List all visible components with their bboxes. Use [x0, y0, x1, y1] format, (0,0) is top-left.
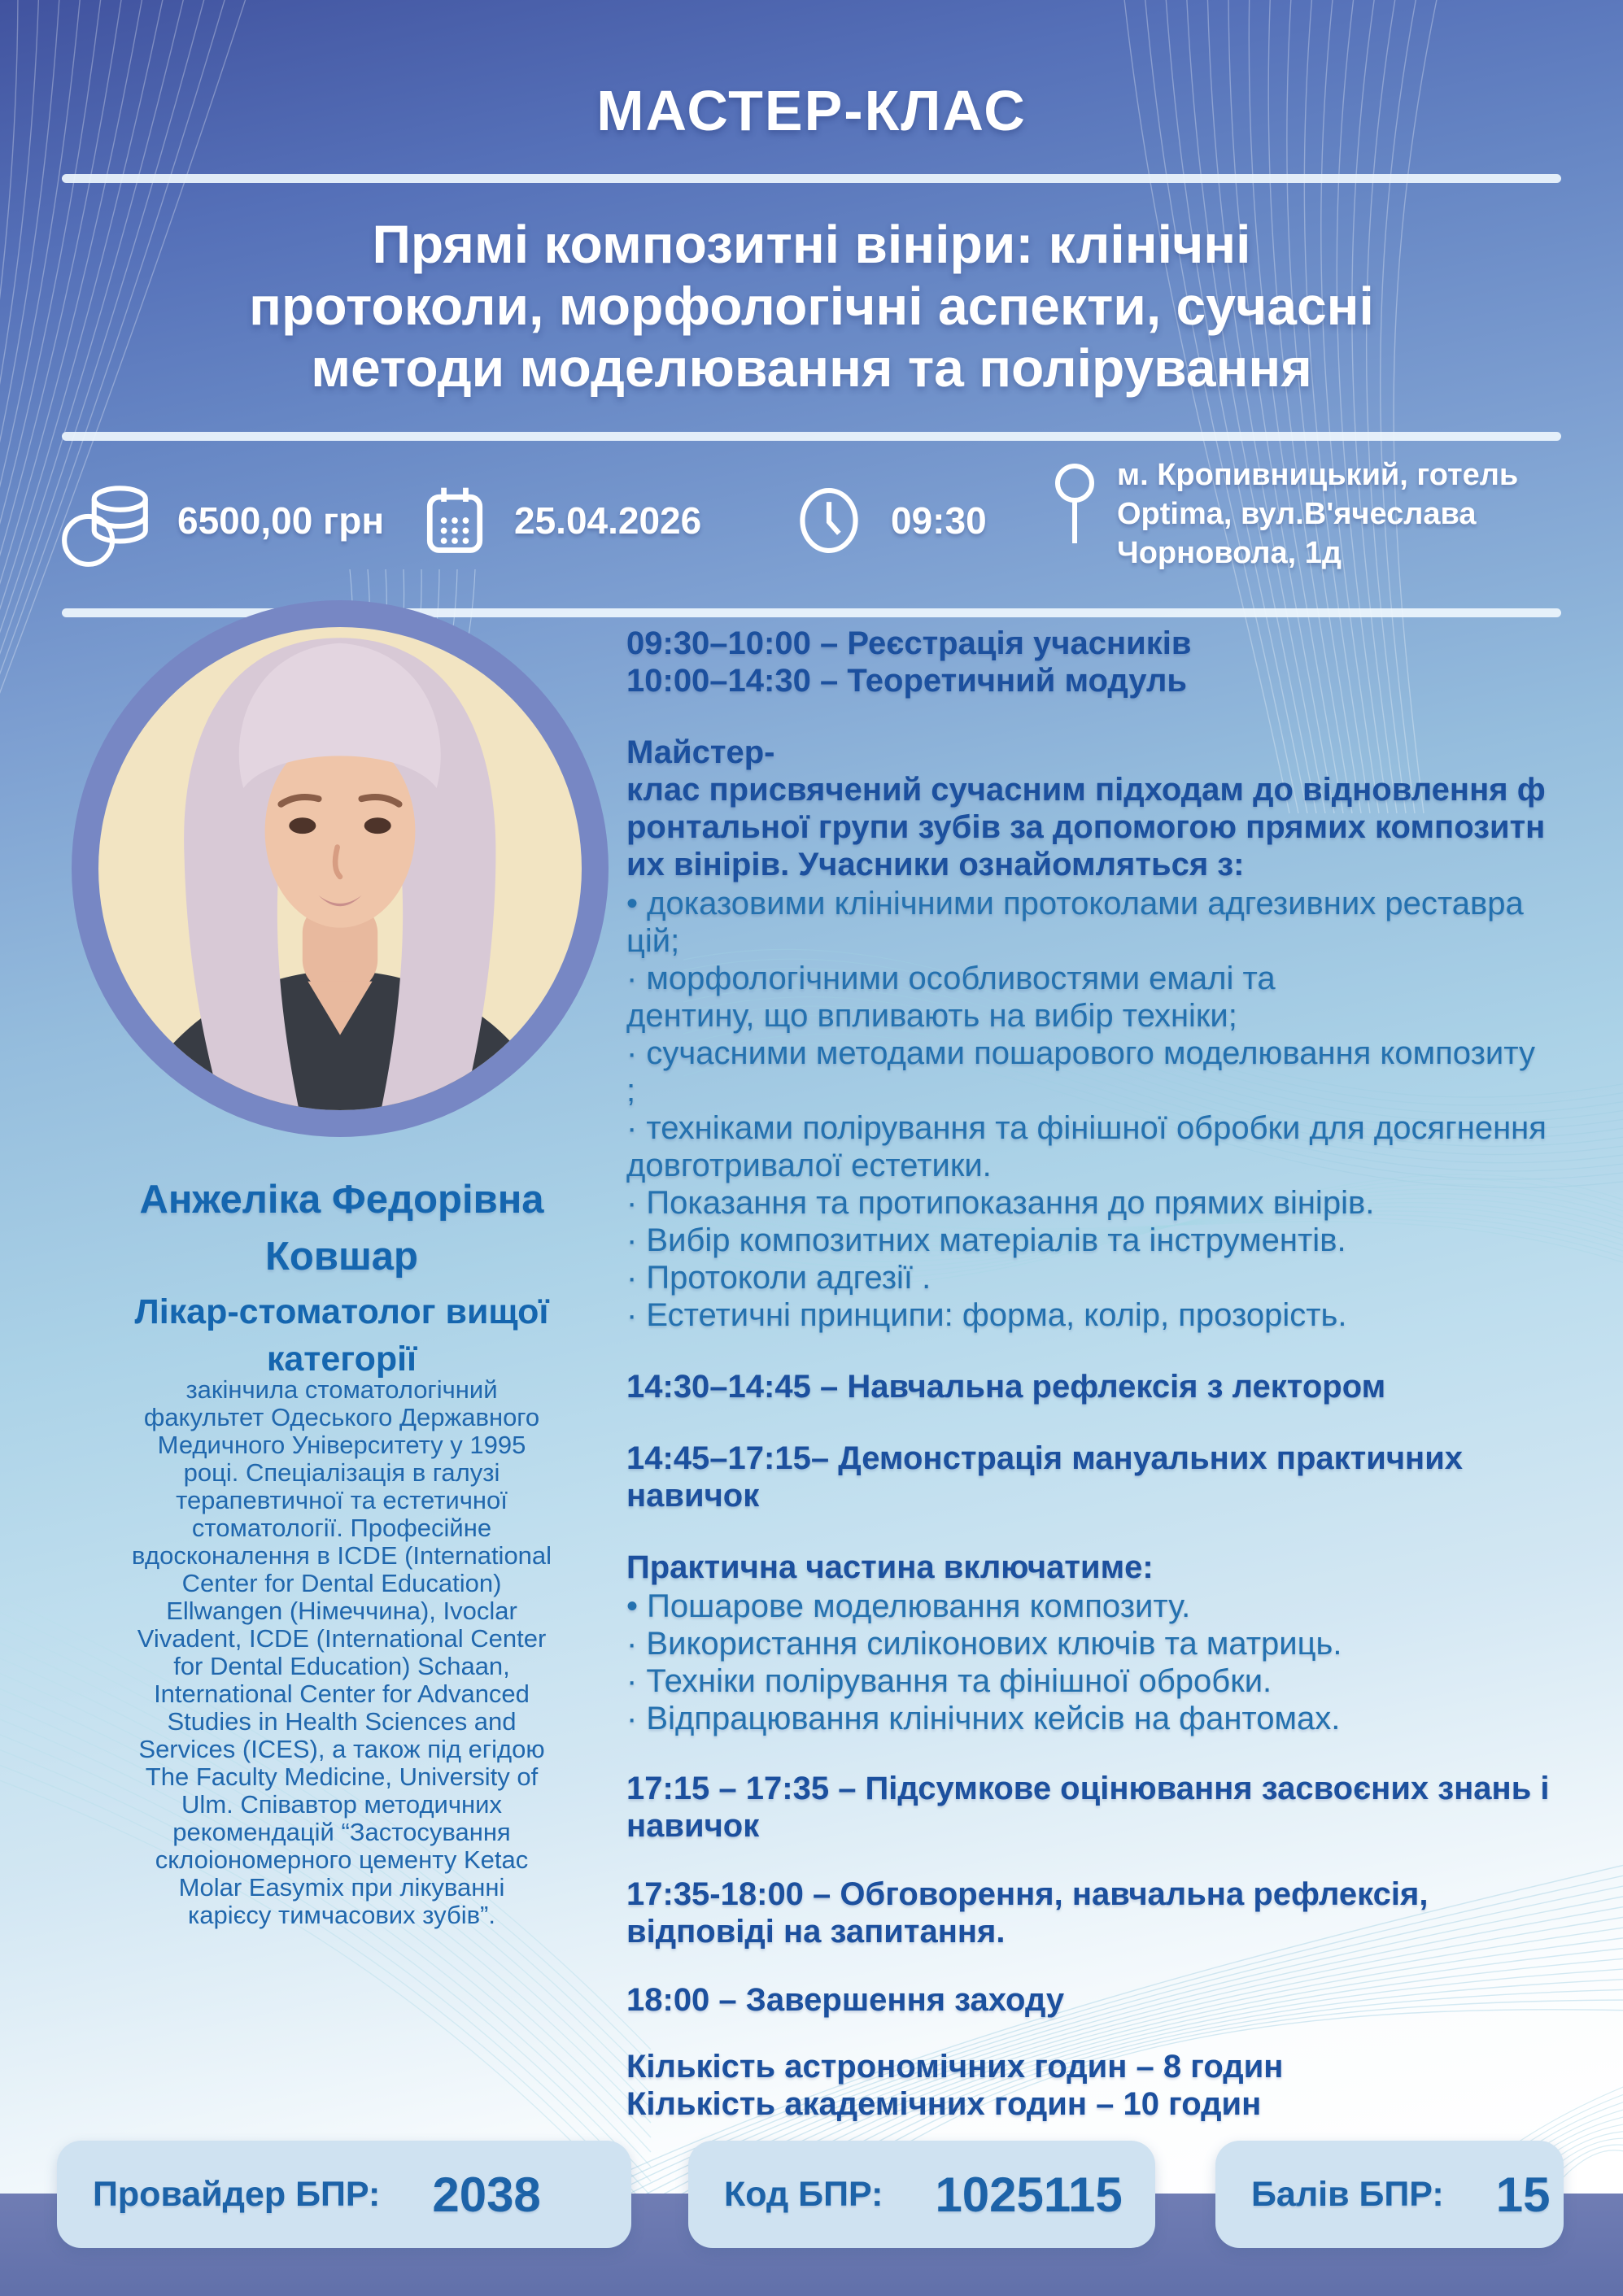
schedule-assessment: 17:15 – 17:35 – Підсумкове оцінювання засвоєних знань і навичок — [626, 1771, 1550, 1844]
schedule-demonstration: 14:45–17:15– Демонстрація мануальних практичних навичок — [626, 1440, 1464, 1514]
divider-above-info — [62, 432, 1561, 441]
badge-provider-bpr — [57, 2141, 631, 2248]
schedule-reflection: 14:30–14:45 – Навчальна рефлексія з лектором — [626, 1369, 1386, 1405]
calendar-icon — [423, 481, 486, 560]
badge-code-bpr — [688, 2141, 1155, 2248]
program-description: Майстер- клас присвячений сучасним підходам до відновлення ф ронтальної групи зубів за допомогою прямих композитн их вінірів. Учасники ознайомляться з: — [626, 734, 1546, 882]
info-date — [423, 476, 701, 565]
clock-icon — [793, 483, 865, 558]
time-text: 09:30 — [891, 499, 987, 542]
badge-provider-value: 2038 — [432, 2167, 541, 2222]
date-text: 25.04.2026 — [514, 499, 702, 542]
speaker-name: Анжеліка Федорівна Ковшар — [139, 1178, 544, 1279]
schedule-registration: 09:30–10:00 – Реєстрація учасників 10:00–14:30 – Теоретичний модуль — [626, 625, 1192, 699]
divider-top — [62, 174, 1561, 183]
poster-title: Прямі композитні вініри: клінічні протоколи, морфологічні аспекти, сучасні методи моделювання та полірування — [249, 214, 1374, 398]
location-text: м. Кропивницький, готель Optima, вул.В'ячеслава Чорновола, 1д — [1117, 458, 1519, 570]
speaker-role: Лікар-стоматолог вищої категорії — [134, 1292, 549, 1379]
program-topics-list: • доказовими клінічними протоколами адгезивних реставра цій; · морфологічними особливостями емалі та дентину, що впливають на вибір техніки; · сучасними методами пошарового моделювання композиту ; · техніками полірування та фінішної обробки для досягнення довготривалої естетики. · Показання та протипоказання до прямих вінірів. · Вибір композитних матеріалів та інструментів. · Протоколи адгезії . · Естетичні принципи: форма, колір, прозорість. — [626, 886, 1547, 1333]
practical-part-heading: Практична частина включатиме: — [626, 1549, 1154, 1585]
badge-points-bpr — [1215, 2141, 1564, 2248]
speaker-bio: закінчила стоматологічний факультет Одеського Державного Медичного Університету у 1995 році. Спеціалізація в галузі терапевтичної та естетичної стоматології. Професійне вдосконалення в ICDE (International Center for Dental Education) Ellwangen (Німеччина), Ivoclar Vivadent, ICDE (International Center for Dental Education) Schaan, International Center for Advanced Studies in Health Sciences and Services (ICES), а також під егідою The Faculty Medicine, University of Ulm. Співавтор методичних рекомендацій “Застосування склоіономерного цементу Ketac Molar Easymix при лікуванні карієсу тимчасових зубів”. — [131, 1375, 552, 1929]
badge-provider-label: Провайдер БПР: — [93, 2174, 381, 2214]
schedule-discussion: 17:35-18:00 – Обговорення, навчальна рефлексія, відповіді на запитання. — [626, 1876, 1429, 1950]
speaker-portrait-image — [72, 600, 609, 1137]
poster-kicker: МАСТЕР-КЛАС — [596, 79, 1027, 142]
program-schedule — [626, 625, 1595, 2123]
badge-points-label: Балів БПР: — [1251, 2174, 1444, 2214]
badge-points-value: 15 — [1495, 2167, 1551, 2222]
practical-part-list: • Пошарове моделювання композиту. · Використання силіконових ключів та матриць. · Техніки полірування та фінішної обробки. · Відпрацювання клінічних кейсів на фантомах. — [626, 1588, 1342, 1736]
price-text: 6500,00 грн — [177, 499, 385, 542]
speaker-photo — [72, 600, 609, 1137]
location-pin-icon — [1054, 455, 1096, 560]
info-location — [1054, 455, 1518, 573]
badge-code-label: Код БПР: — [724, 2174, 883, 2214]
info-time — [793, 481, 987, 560]
info-price — [57, 468, 384, 573]
badge-code-value: 1025115 — [935, 2167, 1123, 2222]
schedule-closing: 18:00 – Завершення заходу — [626, 1982, 1065, 2018]
hours-summary: Кількість астрономічних годин – 8 годин Кількість академічних годин – 10 годин — [626, 2049, 1284, 2122]
coins-icon — [57, 471, 156, 570]
